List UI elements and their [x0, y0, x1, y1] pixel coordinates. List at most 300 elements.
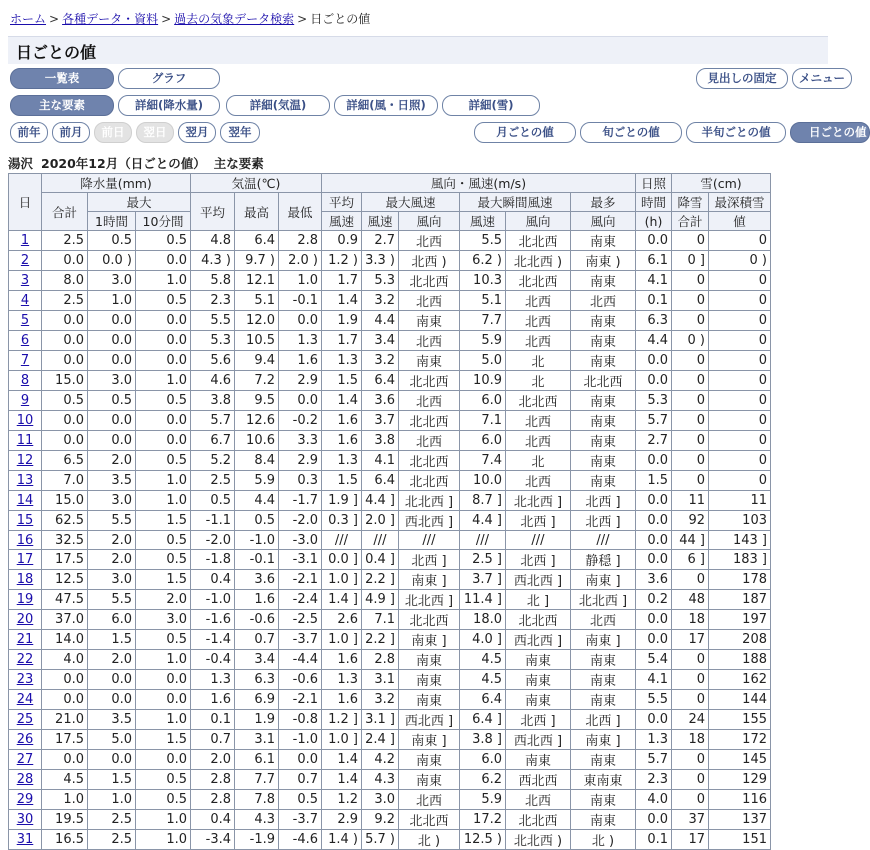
cell-sunshine: 0.0: [636, 511, 672, 531]
cell-snowfall: 0 ]: [672, 251, 709, 271]
cell-precip-10m: 2.0: [136, 590, 191, 610]
cell-precip-total: 2.5: [42, 231, 88, 251]
cell-max-gust-dir: 北北西 ): [506, 251, 571, 271]
day-link[interactable]: 23: [16, 672, 34, 687]
cell-precip-total: 17.5: [42, 730, 88, 750]
cell-temp-avg: -0.4: [191, 650, 235, 670]
cell-sunshine: 0.2: [636, 590, 672, 610]
cell-wind-avg: 2.6: [322, 610, 362, 630]
cell-precip-1h: 3.0: [88, 570, 136, 590]
cell-max-gust-speed: 6.4: [460, 690, 506, 710]
list-view-button[interactable]: 一覧表: [10, 68, 114, 89]
cell-sunshine: 0.0: [636, 371, 672, 391]
cell-precip-10m: 0.5: [136, 531, 191, 550]
cell-wind-avg: 1.0 ]: [322, 570, 362, 590]
cell-day: [9, 830, 42, 850]
header-temp: 気温(℃): [191, 174, 322, 193]
cell-precip-total: 0.0: [42, 750, 88, 770]
day-link[interactable]: 16: [16, 532, 34, 548]
graph-view-button[interactable]: グラフ: [118, 68, 220, 89]
cell-max-wind-dir: 北西: [399, 431, 460, 451]
header-precip-10m: 10分間: [136, 212, 191, 231]
cell-max-wind-dir: 南東: [399, 670, 460, 690]
monthly-values-button[interactable]: 月ごとの値: [474, 122, 576, 143]
cell-precip-total: 15.0: [42, 371, 88, 391]
cell-day: [9, 511, 42, 531]
cell-wind-avg: 0.0 ]: [322, 550, 362, 570]
cell-precip-total: 19.5: [42, 810, 88, 830]
cell-wind-avg: 1.2 ): [322, 251, 362, 271]
cell-max-wind-speed: 2.7: [362, 231, 399, 251]
cell-precip-1h: 0.0 ): [88, 251, 136, 271]
header-temp-avg: 平均: [191, 193, 235, 231]
cell-max-depth: 187: [709, 590, 771, 610]
day-link[interactable]: 1: [20, 233, 30, 248]
cell-precip-total: 7.0: [42, 471, 88, 491]
cell-temp-avg: -3.4: [191, 830, 235, 850]
cell-snowfall: 0: [672, 451, 709, 471]
cell-temp-high: -0.1: [235, 550, 279, 570]
cell-precip-1h: 2.0: [88, 451, 136, 471]
cell-temp-high: 9.7 ): [235, 251, 279, 271]
cell-temp-low: -4.4: [279, 650, 322, 670]
cell-snowfall: 0: [672, 351, 709, 371]
cell-most-frequent-dir: 南東: [571, 750, 636, 770]
cell-day: [9, 790, 42, 810]
cell-snowfall: 0: [672, 291, 709, 311]
cell-max-depth: 137: [709, 810, 771, 830]
day-link[interactable]: 19: [16, 592, 34, 607]
cell-max-wind-dir: 北西 ]: [399, 550, 460, 570]
day-link[interactable]: 31: [16, 832, 34, 847]
cell-temp-low: -0.6: [279, 670, 322, 690]
fix-header-button[interactable]: 見出しの固定: [696, 68, 788, 89]
cell-precip-10m: 1.5: [136, 570, 191, 590]
cell-precip-10m: 1.0: [136, 710, 191, 730]
cell-temp-low: 2.0 ): [279, 251, 322, 271]
cell-max-wind-speed: 3.3 ): [362, 251, 399, 271]
cell-max-depth: 208: [709, 630, 771, 650]
day-link[interactable]: 6: [20, 333, 30, 348]
cell-max-gust-dir: 北西: [506, 471, 571, 491]
station-period: 2020年12月（日ごとの値）: [41, 156, 206, 171]
day-link[interactable]: 22: [16, 652, 34, 667]
cell-precip-10m: 1.0: [136, 491, 191, 511]
cell-temp-avg: 4.8: [191, 231, 235, 251]
cell-temp-low: -1.0: [279, 730, 322, 750]
table-row: [9, 511, 771, 531]
cell-snowfall: 0: [672, 371, 709, 391]
cell-wind-avg: 1.0 ]: [322, 630, 362, 650]
cell-max-depth: 143 ]: [709, 531, 771, 550]
cell-precip-10m: 1.5: [136, 730, 191, 750]
detail-snow-button[interactable]: 詳細(雪): [442, 95, 540, 116]
cell-max-gust-speed: 3.8 ]: [460, 730, 506, 750]
cell-temp-high: 7.8: [235, 790, 279, 810]
header-max-wind-speed: 風速: [362, 212, 399, 231]
cell-precip-10m: 1.0: [136, 371, 191, 391]
cell-precip-10m: 0.0: [136, 690, 191, 710]
cell-precip-total: 0.0: [42, 331, 88, 351]
cell-precip-10m: 0.0: [136, 251, 191, 271]
day-link[interactable]: 12: [16, 453, 34, 468]
cell-most-frequent-dir: 南東 ]: [571, 570, 636, 590]
header-max-wind: 最大風速: [362, 193, 460, 212]
cell-max-depth: 0: [709, 271, 771, 291]
cell-max-wind-speed: 2.4 ]: [362, 730, 399, 750]
day-link[interactable]: 26: [16, 732, 34, 747]
cell-snowfall: 24: [672, 710, 709, 730]
cell-max-gust-dir: 北西: [506, 291, 571, 311]
dekad-values-button[interactable]: 旬ごとの値: [580, 122, 682, 143]
cell-max-depth: 0: [709, 411, 771, 431]
cell-max-gust-dir: 北北西: [506, 271, 571, 291]
table-row: [9, 830, 771, 850]
cell-max-gust-speed: 4.5: [460, 650, 506, 670]
cell-temp-avg: 5.8: [191, 271, 235, 291]
cell-sunshine: 6.3: [636, 311, 672, 331]
cell-sunshine: 0.0: [636, 231, 672, 251]
cell-max-depth: 129: [709, 770, 771, 790]
cell-temp-avg: 5.5: [191, 311, 235, 331]
cell-precip-1h: 3.5: [88, 471, 136, 491]
cell-precip-10m: 0.5: [136, 231, 191, 251]
cell-most-frequent-dir: 南東: [571, 411, 636, 431]
daily-values-button[interactable]: 日ごとの値: [790, 122, 870, 143]
cell-sunshine: 1.3: [636, 730, 672, 750]
cell-max-depth: 162: [709, 670, 771, 690]
cell-sunshine: 5.7: [636, 411, 672, 431]
day-link[interactable]: 17: [16, 552, 34, 567]
cell-wind-avg: 1.9 ]: [322, 491, 362, 511]
cell-temp-avg: 2.8: [191, 790, 235, 810]
cell-max-gust-speed: 10.3: [460, 271, 506, 291]
table-row: [9, 730, 771, 750]
table-row: [9, 231, 771, 251]
cell-max-depth: 0: [709, 371, 771, 391]
cell-temp-low: 3.3: [279, 431, 322, 451]
cell-temp-low: -1.7: [279, 491, 322, 511]
cell-precip-1h: 3.0: [88, 271, 136, 291]
cell-precip-1h: 5.5: [88, 590, 136, 610]
cell-max-depth: 0: [709, 231, 771, 251]
cell-max-wind-speed: 2.2 ]: [362, 570, 399, 590]
cell-max-wind-dir: 北北西: [399, 810, 460, 830]
cell-temp-avg: 0.4: [191, 570, 235, 590]
table-row: [9, 331, 771, 351]
cell-wind-avg: 1.6: [322, 690, 362, 710]
next-month-button[interactable]: 翌月: [178, 122, 216, 143]
breadcrumb-home-link[interactable]: ホーム: [10, 12, 47, 26]
detail-temp-button[interactable]: 詳細(気温): [226, 95, 330, 116]
cell-most-frequent-dir: 南東: [571, 311, 636, 331]
cell-max-wind-speed: 6.4: [362, 371, 399, 391]
cell-max-gust-dir: 北西 ]: [506, 511, 571, 531]
cell-snowfall: 11: [672, 491, 709, 511]
day-link[interactable]: 24: [16, 692, 34, 707]
cell-max-gust-dir: 西北西: [506, 770, 571, 790]
prev-year-button[interactable]: 前年: [10, 122, 48, 143]
cell-max-depth: 103: [709, 511, 771, 531]
cell-wind-avg: 1.4: [322, 391, 362, 411]
cell-max-wind-dir: 南東 ]: [399, 630, 460, 650]
cell-max-gust-speed: 5.9: [460, 790, 506, 810]
cell-max-wind-dir: 南東: [399, 750, 460, 770]
prev-month-button[interactable]: 前月: [52, 122, 90, 143]
cell-wind-avg: 1.4 ): [322, 830, 362, 850]
cell-max-gust-dir: 北: [506, 451, 571, 471]
cell-day: [9, 351, 42, 371]
table-row: [9, 610, 771, 630]
cell-day: [9, 610, 42, 630]
cell-most-frequent-dir: 南東 ]: [571, 630, 636, 650]
cell-most-frequent-dir: 北西 ]: [571, 511, 636, 531]
cell-temp-avg: -1.8: [191, 550, 235, 570]
cell-sunshine: 1.5: [636, 471, 672, 491]
cell-precip-10m: 0.5: [136, 770, 191, 790]
cell-max-gust-dir: 北北西: [506, 610, 571, 630]
table-row: [9, 670, 771, 690]
cell-wind-avg: 1.2: [322, 790, 362, 810]
cell-temp-low: -3.1: [279, 550, 322, 570]
cell-max-wind-dir: 北北西: [399, 610, 460, 630]
cell-precip-1h: 2.0: [88, 531, 136, 550]
cell-precip-10m: 0.5: [136, 451, 191, 471]
cell-temp-high: 3.6: [235, 570, 279, 590]
cell-max-gust-speed: 17.2: [460, 810, 506, 830]
day-link[interactable]: 21: [16, 632, 34, 647]
cell-max-wind-dir: 北北西: [399, 471, 460, 491]
day-link[interactable]: 30: [16, 812, 34, 827]
cell-max-depth: 0: [709, 431, 771, 451]
header-wind-avg-speed: 風速: [322, 212, 362, 231]
cell-temp-low: -2.1: [279, 570, 322, 590]
cell-max-depth: 0: [709, 291, 771, 311]
cell-sunshine: 0.1: [636, 291, 672, 311]
cell-precip-1h: 1.0: [88, 790, 136, 810]
cell-precip-10m: 1.0: [136, 471, 191, 491]
cell-temp-avg: 2.3: [191, 291, 235, 311]
cell-precip-1h: 3.0: [88, 371, 136, 391]
main-elements-button[interactable]: 主な要素: [10, 95, 114, 116]
cell-max-gust-speed: 18.0: [460, 610, 506, 630]
day-link[interactable]: 15: [16, 513, 34, 528]
cell-max-wind-speed: ///: [362, 531, 399, 550]
cell-snowfall: 0: [672, 411, 709, 431]
cell-max-gust-speed: 7.7: [460, 311, 506, 331]
breadcrumb-search-link[interactable]: 過去の気象データ検索: [174, 12, 295, 26]
cell-most-frequent-dir: 北西: [571, 610, 636, 630]
cell-max-gust-speed: 6.2: [460, 770, 506, 790]
cell-most-frequent-dir: 南東: [571, 271, 636, 291]
cell-snowfall: 0: [672, 271, 709, 291]
cell-max-wind-speed: 3.7: [362, 411, 399, 431]
header-wind-avg: 平均: [322, 193, 362, 212]
cell-max-gust-speed: 6.4 ]: [460, 710, 506, 730]
cell-snowfall: 0: [672, 391, 709, 411]
cell-max-depth: 11: [709, 491, 771, 511]
day-link[interactable]: 8: [20, 373, 30, 388]
cell-max-gust-dir: 西北西 ]: [506, 570, 571, 590]
station-heading: [8, 154, 272, 172]
header-max-wind-dir: 風向: [399, 212, 460, 231]
day-link[interactable]: 11: [16, 433, 34, 448]
cell-snowfall: 0: [672, 570, 709, 590]
cell-temp-high: 7.7: [235, 770, 279, 790]
cell-day: [9, 491, 42, 511]
cell-max-wind-dir: 西北西 ]: [399, 710, 460, 730]
cell-most-frequent-dir: 南東: [571, 690, 636, 710]
cell-sunshine: 0.0: [636, 550, 672, 570]
cell-temp-avg: 4.3 ): [191, 251, 235, 271]
cell-wind-avg: 1.5: [322, 371, 362, 391]
header-day: 日: [9, 174, 42, 231]
cell-wind-avg: 1.4: [322, 770, 362, 790]
cell-wind-avg: ///: [322, 531, 362, 550]
day-link[interactable]: 20: [16, 612, 34, 627]
cell-precip-total: 37.0: [42, 610, 88, 630]
cell-max-gust-speed: 4.5: [460, 670, 506, 690]
cell-day: [9, 670, 42, 690]
header-max-gust: 最大瞬間風速: [460, 193, 571, 212]
cell-precip-total: 17.5: [42, 550, 88, 570]
cell-temp-high: 4.3: [235, 810, 279, 830]
cell-max-depth: 178: [709, 570, 771, 590]
cell-precip-1h: 0.5: [88, 391, 136, 411]
cell-max-wind-speed: 7.1: [362, 610, 399, 630]
cell-max-depth: 151: [709, 830, 771, 850]
cell-max-wind-speed: 4.9 ]: [362, 590, 399, 610]
cell-max-wind-dir: 南東 ]: [399, 570, 460, 590]
cell-temp-avg: 4.6: [191, 371, 235, 391]
cell-precip-10m: 0.0: [136, 311, 191, 331]
cell-sunshine: 0.0: [636, 451, 672, 471]
cell-sunshine: 0.0: [636, 610, 672, 630]
cell-temp-avg: -2.0: [191, 531, 235, 550]
cell-wind-avg: 2.9: [322, 810, 362, 830]
breadcrumb-current: 日ごとの値: [310, 12, 371, 26]
cell-wind-avg: 1.3: [322, 451, 362, 471]
cell-max-wind-dir: 北西: [399, 231, 460, 251]
table-row: [9, 810, 771, 830]
cell-precip-1h: 2.0: [88, 550, 136, 570]
cell-max-gust-speed: 6.0: [460, 750, 506, 770]
cell-temp-avg: 1.6: [191, 690, 235, 710]
cell-max-gust-speed: 6.0: [460, 431, 506, 451]
cell-temp-avg: 0.4: [191, 810, 235, 830]
day-link[interactable]: 28: [16, 772, 34, 787]
day-link[interactable]: 7: [20, 353, 30, 368]
cell-wind-avg: 1.6: [322, 650, 362, 670]
page-title-bar: [8, 36, 828, 64]
cell-max-depth: 183 ]: [709, 550, 771, 570]
cell-max-wind-dir: 北北西 ]: [399, 590, 460, 610]
cell-precip-total: 15.0: [42, 491, 88, 511]
cell-max-depth: 197: [709, 610, 771, 630]
cell-snowfall: 0: [672, 471, 709, 491]
cell-sunshine: 0.0: [636, 351, 672, 371]
cell-snowfall: 17: [672, 830, 709, 850]
cell-day: [9, 371, 42, 391]
day-link[interactable]: 13: [16, 473, 34, 488]
cell-day: [9, 331, 42, 351]
cell-snowfall: 0: [672, 670, 709, 690]
cell-snowfall: 17: [672, 630, 709, 650]
cell-wind-avg: 0.3 ]: [322, 511, 362, 531]
cell-most-frequent-dir: 南東: [571, 810, 636, 830]
day-link[interactable]: 29: [16, 792, 34, 807]
table-row: [9, 451, 771, 471]
day-link[interactable]: 14: [16, 493, 34, 508]
detail-wind-button[interactable]: 詳細(風・日照): [334, 95, 438, 116]
cell-max-wind-dir: 南東 ]: [399, 730, 460, 750]
half-dekad-values-button[interactable]: 半旬ごとの値: [686, 122, 786, 143]
cell-precip-1h: 5.0: [88, 730, 136, 750]
cell-max-wind-speed: 3.1: [362, 670, 399, 690]
cell-temp-high: 12.1: [235, 271, 279, 291]
cell-max-wind-dir: 北 ): [399, 830, 460, 850]
header-sunshine-time: 時間: [636, 193, 672, 212]
cell-snowfall: 18: [672, 730, 709, 750]
cell-snowfall: 0: [672, 431, 709, 451]
cell-temp-high: 1.9: [235, 710, 279, 730]
day-link[interactable]: 10: [16, 413, 34, 428]
cell-precip-1h: 0.0: [88, 351, 136, 371]
breadcrumb-data-link[interactable]: 各種データ・資料: [62, 12, 159, 26]
day-link[interactable]: 18: [16, 572, 34, 587]
table-row: [9, 790, 771, 810]
day-link[interactable]: 25: [16, 712, 34, 727]
cell-day: [9, 251, 42, 271]
station-element: 主な要素: [213, 156, 264, 171]
day-link[interactable]: 9: [20, 393, 30, 408]
cell-max-depth: 0: [709, 311, 771, 331]
cell-snowfall: 0 ): [672, 331, 709, 351]
header-precip: 降水量(mm): [42, 174, 191, 193]
cell-wind-avg: 1.6: [322, 431, 362, 451]
day-link[interactable]: 5: [20, 313, 30, 328]
cell-max-wind-speed: 4.1: [362, 451, 399, 471]
cell-precip-10m: 3.0: [136, 610, 191, 630]
cell-precip-1h: 0.0: [88, 750, 136, 770]
cell-day: [9, 531, 42, 550]
daily-weather-table: [8, 173, 771, 850]
cell-max-wind-speed: 2.0 ]: [362, 511, 399, 531]
day-link[interactable]: 3: [20, 273, 30, 288]
cell-sunshine: 0.0: [636, 491, 672, 511]
day-link[interactable]: 27: [16, 752, 34, 767]
day-link[interactable]: 2: [20, 253, 30, 268]
header-max-depth-value: 値: [709, 212, 771, 231]
cell-max-wind-dir: 西北西 ]: [399, 511, 460, 531]
cell-max-gust-speed: 5.1: [460, 291, 506, 311]
cell-temp-low: -0.2: [279, 411, 322, 431]
next-year-button[interactable]: 翌年: [220, 122, 260, 143]
cell-precip-10m: 0.0: [136, 351, 191, 371]
cell-temp-avg: 2.0: [191, 750, 235, 770]
cell-temp-low: 0.0: [279, 311, 322, 331]
table-row: [9, 431, 771, 451]
menu-button[interactable]: メニュー: [792, 68, 852, 89]
cell-day: [9, 471, 42, 491]
day-link[interactable]: 4: [20, 293, 30, 308]
cell-max-wind-speed: 3.6: [362, 391, 399, 411]
detail-precip-button[interactable]: 詳細(降水量): [118, 95, 220, 116]
table-row: [9, 630, 771, 650]
cell-temp-high: 12.6: [235, 411, 279, 431]
cell-max-gust-speed: 11.4 ]: [460, 590, 506, 610]
cell-precip-total: 0.0: [42, 431, 88, 451]
